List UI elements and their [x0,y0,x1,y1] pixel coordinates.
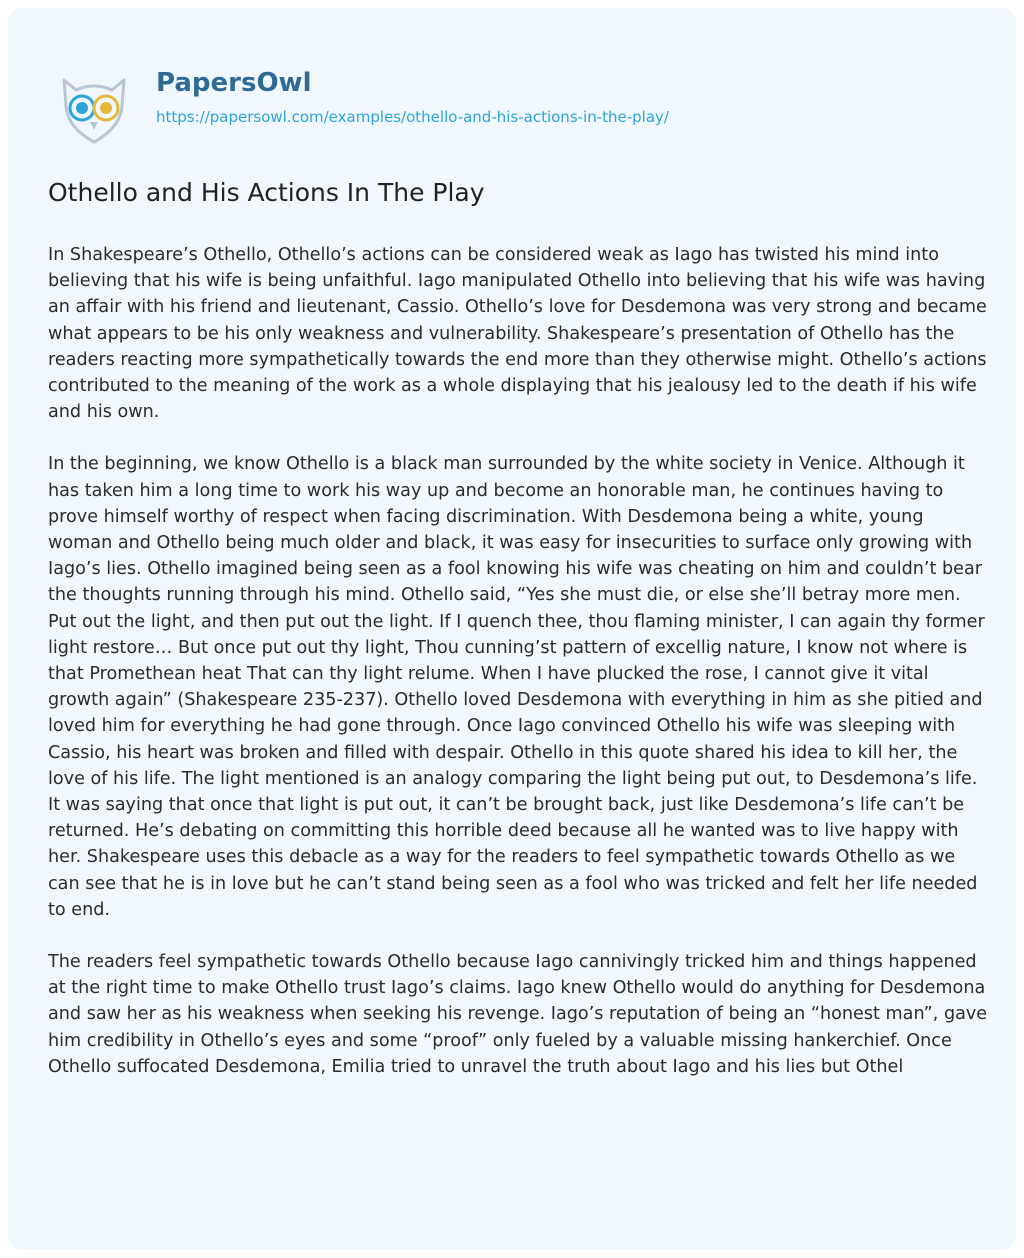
owl-logo-icon [54,66,134,146]
article-title: Othello and His Actions In The Play [48,178,485,207]
paragraph-1: In Shakespeare’s Othello, Othello’s actions can be considered weak as Iago has twisted his mind into believing that his wife is being unfaithful. Iago manipulated Othello into believing that his wife was having an affair with his friend and lieutenant, Cassio. Othello’s love for Desdemona was very strong and became what appears to be his only weakness and vulnerability. Shakespeare’s presentation of Othello has the readers reacting more sympathetically towards the end more than they otherwise might. Othello’s actions contributed to the meaning of the work as a whole displaying that his jealousy led to the death if his wife and his own. [48,245,987,423]
article-body [48,242,988,1106]
source-url-link[interactable]: https://papersowl.com/examples/othello-and-his-actions-in-the-play/ [156,108,669,126]
brand-header [54,66,974,146]
paragraph-3: The readers feel sympathetic towards Othello because Iago cannivingly tricked him and things happened at the right time to make Othello trust Iago’s claims. Iago knew Othello would do anything for Desdemona and saw her as his weakness when seeking his revenge. Iago’s reputation of being an “honest man”, gave him credibility in Othello’s eyes and some “proof” only fueled by a valuable missing hankerchief. Once Othello suffocated Desdemona, Emilia tried to unravel the truth about Iago and his lies but Othel [48,952,988,1077]
document-page [8,8,1016,1250]
brand-name: PapersOwl [156,68,312,98]
paragraph-2: In the beginning, we know Othello is a black man surrounded by the white society in Venice. Although it has taken him a long time to work his way up and become an honorable man, he continues having to prove himself worthy of respect when facing discrimination. With Desdemona being a white, young woman and Othello being much older and black, it was easy for insecurities to surface only growing with Iago’s lies. Othello imagined being seen as a fool knowing his wife was cheating on him and couldn’t bear the thoughts running through his mind. Othello said, “Yes she must die, or else she’ll betray more men. Put out the light, and then put out the light. If I quench thee, thou flaming minister, I can again thy former light restore… But once put out thy light, Thou cunning’st pattern of excellig nature, I know not where is that Promethean heat That can thy light relume. When I have plucked the rose, I cannot give it vital growth again” (Shakespeare 235-237). Othello loved Desdemona with everything in him as she pitied and loved him for everything he had gone through. Once Iago convinced Othello his wife was sleeping with Cassio, his heart was broken and filled with despair. Othello in this quote shared his idea to kill her, the love of his life. The light mentioned is an analogy comparing the light being put out, to Desdemona’s life. It was saying that once that light is put out, it can’t be brought back, just like Desdemona’s life can’t be returned. He’s debating on committing this horrible deed because all he wanted was to live happy with her. Shakespeare uses this debacle as a way for the readers to feel sympathetic towards Othello as we can see that he is in love but he can’t stand being seen as a fool who was tricked and felt her life needed to end. [48,454,985,920]
